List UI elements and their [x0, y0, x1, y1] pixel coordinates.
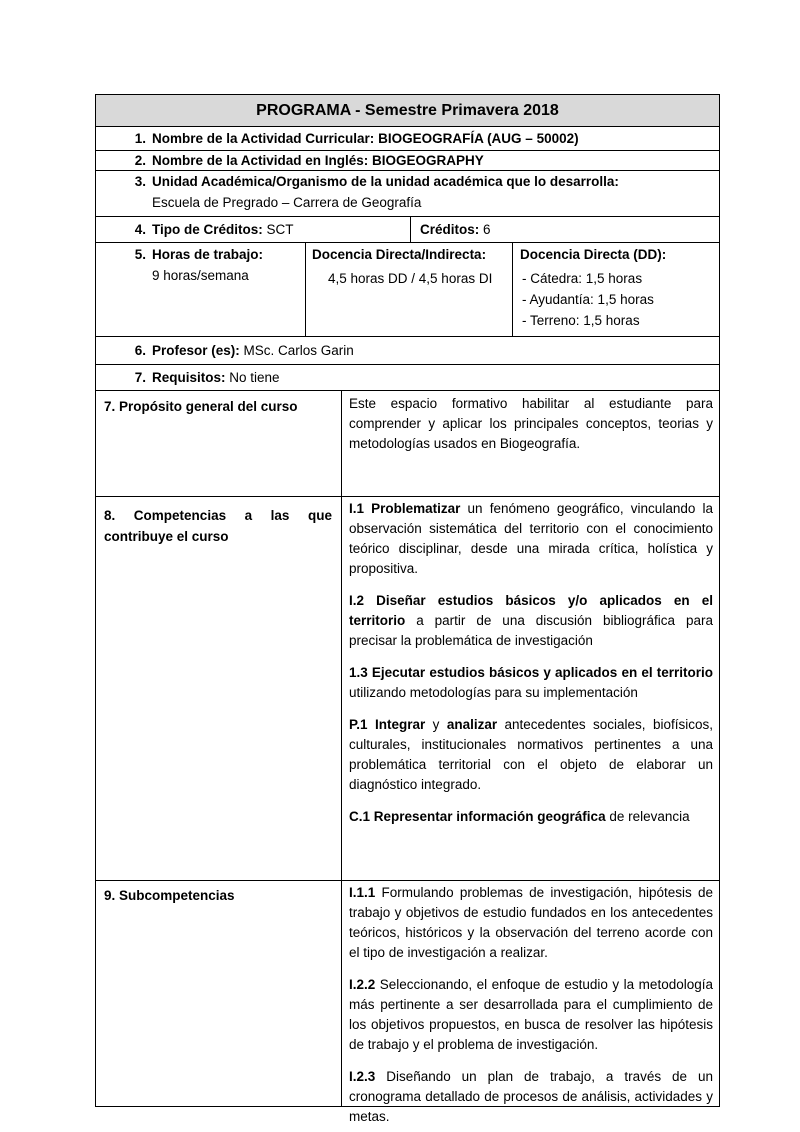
subcompetency-paragraph: I.1.1 Formulando problemas de investigación, hipótesis de trabajo y objetivos de estudio fundados en los antecedentes teóricos, históricos y la observación del terreno acorde con el tipo de investigación a realizar.	[349, 885, 713, 960]
item-value: MSc. Carlos Garin	[239, 343, 354, 358]
item-label: Horas de trabajo:	[152, 247, 264, 262]
title-rest: - Semestre Primavera 2018	[350, 102, 559, 119]
competency-paragraph: C.1 Representar información geográfica de relevancia	[349, 809, 690, 824]
direct-teaching-item: - Ayudantía: 1,5 horas	[522, 292, 654, 307]
direct-teaching-item: - Terreno: 1,5 horas	[522, 313, 640, 328]
direct-indirect-value: 4,5 horas DD / 4,5 horas DI	[328, 271, 493, 286]
section-label: 7. Propósito general del curso	[104, 399, 298, 414]
title-bold: PROGRAMA	[256, 102, 351, 119]
item-value: No tiene	[225, 370, 280, 385]
item-label: Requisitos:	[152, 370, 226, 385]
item-number: 5.	[134, 247, 146, 262]
item-professor	[95, 337, 720, 365]
item-requirements	[95, 365, 720, 391]
item-label: Nombre de la Actividad en Inglés:	[152, 153, 369, 168]
item-credit-type	[95, 217, 720, 243]
item-academic-unit	[95, 171, 720, 217]
item-label: Nombre de la Actividad Curricular:	[152, 131, 375, 146]
item-label: Tipo de Créditos:	[152, 222, 263, 237]
column-divider	[341, 881, 342, 1106]
section-subcompetencies	[95, 881, 720, 1124]
direct-indirect-label: Docencia Directa/Indirecta:	[312, 247, 487, 262]
section-text: Este espacio formativo habilitar al estudiante para comprender y aplicar los principales conceptos, teorias y metodologías usados en Biogeografía.	[349, 396, 713, 451]
item-value: SCT	[262, 222, 294, 237]
item-number: 4.	[134, 222, 146, 237]
section-label: 8. Competencias a las que contribuye el curso	[104, 508, 332, 544]
competency-paragraph: I.1 Problematizar un fenómeno geográfico, vinculando la observación sistemática del territorio con el conocimiento teórico disciplinar, desde una mirada crítica, holística y propositiva.	[349, 501, 713, 576]
item-value: BIOGEOGRAFÍA (AUG – 50002)	[374, 131, 579, 146]
item-work-hours	[95, 243, 720, 337]
credits-value: 6	[479, 222, 491, 237]
item-activity-name	[95, 127, 720, 151]
item-label: Unidad Académica/Organismo de la unidad académica que lo desarrolla:	[152, 174, 619, 189]
column-divider	[341, 497, 342, 880]
subcompetency-paragraph: I.2.2 Seleccionando, el enfoque de estudio y la metodología más pertinente a ser desarrollada para el cumplimiento de los objetivos propuestos, en busca de resolver las hipótesis de trabajo y el problema de investigación.	[349, 977, 713, 1052]
item-number: 1.	[134, 131, 146, 146]
subcompetency-paragraph: I.2.3 Diseñando un plan de trabajo, a través de un cronograma detallado de procesos de análisis, actividades y metas.	[349, 1069, 713, 1124]
item-number: 6.	[134, 343, 146, 358]
direct-teaching-label: Docencia Directa (DD):	[520, 247, 667, 262]
credits-label: Créditos:	[420, 222, 480, 237]
column-divider	[341, 391, 342, 496]
column-divider	[410, 217, 411, 242]
direct-teaching-item: - Cátedra: 1,5 horas	[522, 271, 643, 286]
section-label: 9. Subcompetencias	[104, 888, 235, 903]
column-divider	[512, 243, 513, 336]
section-purpose	[95, 391, 720, 497]
item-number: 3.	[134, 174, 146, 189]
competency-paragraph: I.2 Diseñar estudios básicos y/o aplicados en el territorio a partir de una discusión bibliográfica para precisar la problemática de investigación	[349, 593, 713, 648]
competency-paragraph: 1.3 Ejecutar estudios básicos y aplicados en el territorio utilizando metodologías para su implementación	[349, 665, 713, 700]
item-label: Profesor (es):	[152, 343, 240, 358]
item-activity-english	[95, 151, 720, 171]
item-value: 9 horas/semana	[152, 268, 249, 283]
page-title	[95, 94, 720, 127]
competency-paragraph: P.1 Integrar y analizar antecedentes sociales, biofísicos, culturales, institucionales normativos pertinentes a una problemática territorial con el objeto de elaborar un diagnóstico integrado.	[349, 717, 713, 792]
item-value: Escuela de Pregrado – Carrera de Geografía	[152, 195, 422, 210]
item-number: 2.	[134, 153, 146, 168]
item-number: 7.	[134, 370, 146, 385]
competencies-list	[349, 499, 713, 827]
section-competencies	[95, 497, 720, 881]
item-value: BIOGEOGRAPHY	[368, 153, 484, 168]
subcompetencies-list	[349, 883, 713, 1127]
column-divider	[305, 243, 306, 336]
